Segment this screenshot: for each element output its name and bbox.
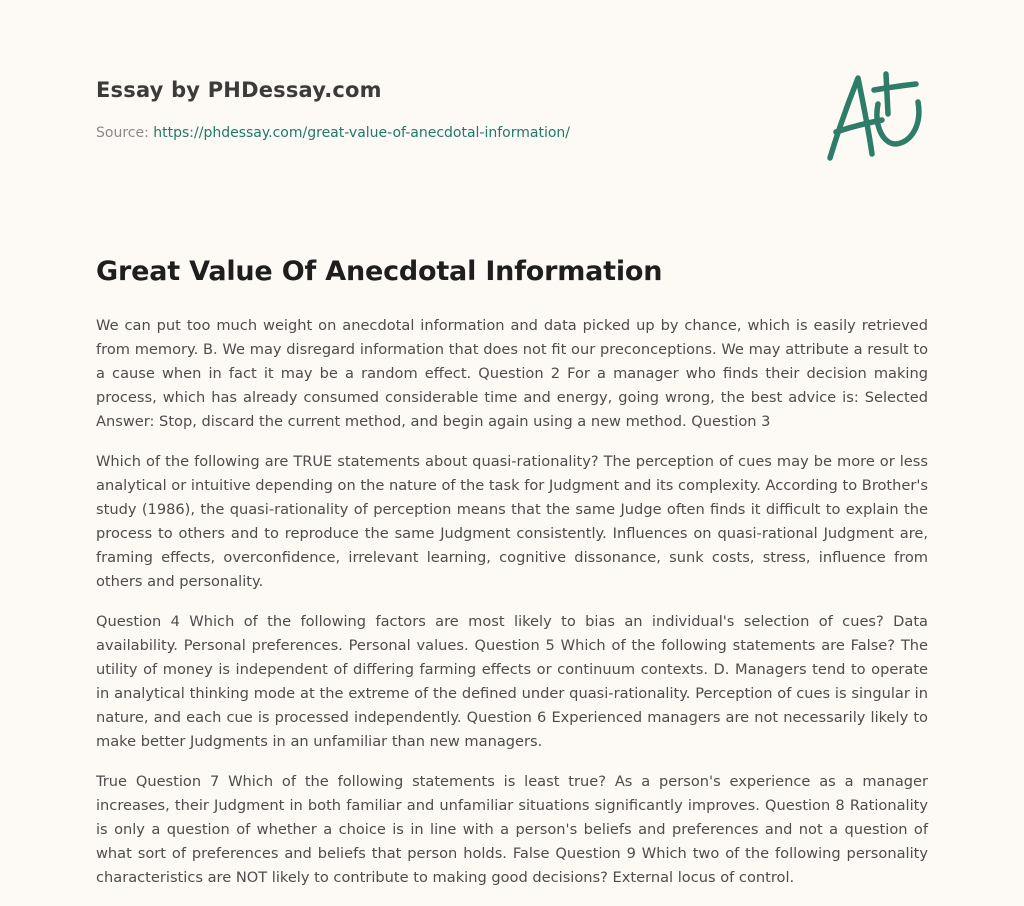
article-paragraph: True Question 7 Which of the following statements is least true? As a person's experience as a manager increases, their Judgment in both familiar and unfamiliar situations significantly improves. Question 8 Rationality is only a question of whether a choice is in line with a person's beliefs and preferences and not a question of what sort of preferences and beliefs that person holds. False Question 9 Which two of the following personality characteristics are NOT likely to contribute to making good decisions? External locus of control. (96, 773, 928, 886)
article-title: Great Value Of Anecdotal Information (96, 256, 663, 287)
source-link[interactable]: https://phdessay.com/great-value-of-anecdotal-information/ (153, 125, 570, 141)
source-line (96, 125, 570, 141)
source-label: Source: (96, 125, 154, 141)
a-plus-logo-icon (822, 68, 926, 164)
article-body (96, 314, 928, 906)
article-paragraph: We can put too much weight on anecdotal information and data picked up by chance, which is easily retrieved from memory. B. We may disregard information that does not fit our preconceptions. We may attribute a result to a cause when in fact it may be a random effect. Question 2 For a manager who finds their decision making process, which has already consumed considerable time and energy, going wrong, the best advice is: Selected Answer: Stop, discard the current method, and begin again using a new method. Question 3 (96, 317, 928, 430)
site-brand: Essay by PHDessay.com (96, 78, 382, 102)
article-paragraph: Question 4 Which of the following factors are most likely to bias an individual's selection of cues? Data availability. Personal preferences. Personal values. Question 5 Which of the following statements are False? The utility of money is independent of differing farming effects or continuum contexts. D. Managers tend to operate in analytical thinking mode at the extreme of the defined under quasi-rationality. Perception of cues is singular in nature, and each cue is processed independently. Question 6 Experienced managers are not necessarily likely to make better Judgments in an unfamiliar than new managers. (96, 613, 928, 750)
article-paragraph: Which of the following are TRUE statements about quasi-rationality? The perception of cues may be more or less analytical or intuitive depending on the nature of the task for Judgment and its complexity. According to Brother's study (1986), the quasi-rationality of perception means that the same Judge often finds it difficult to explain the process to others and to reproduce the same Judgment consistently. Influences on quasi-rational Judgment are, framing effects, overconfidence, irrelevant learning, cognitive dissonance, sunk costs, stress, influence from others and personality. (96, 453, 928, 590)
